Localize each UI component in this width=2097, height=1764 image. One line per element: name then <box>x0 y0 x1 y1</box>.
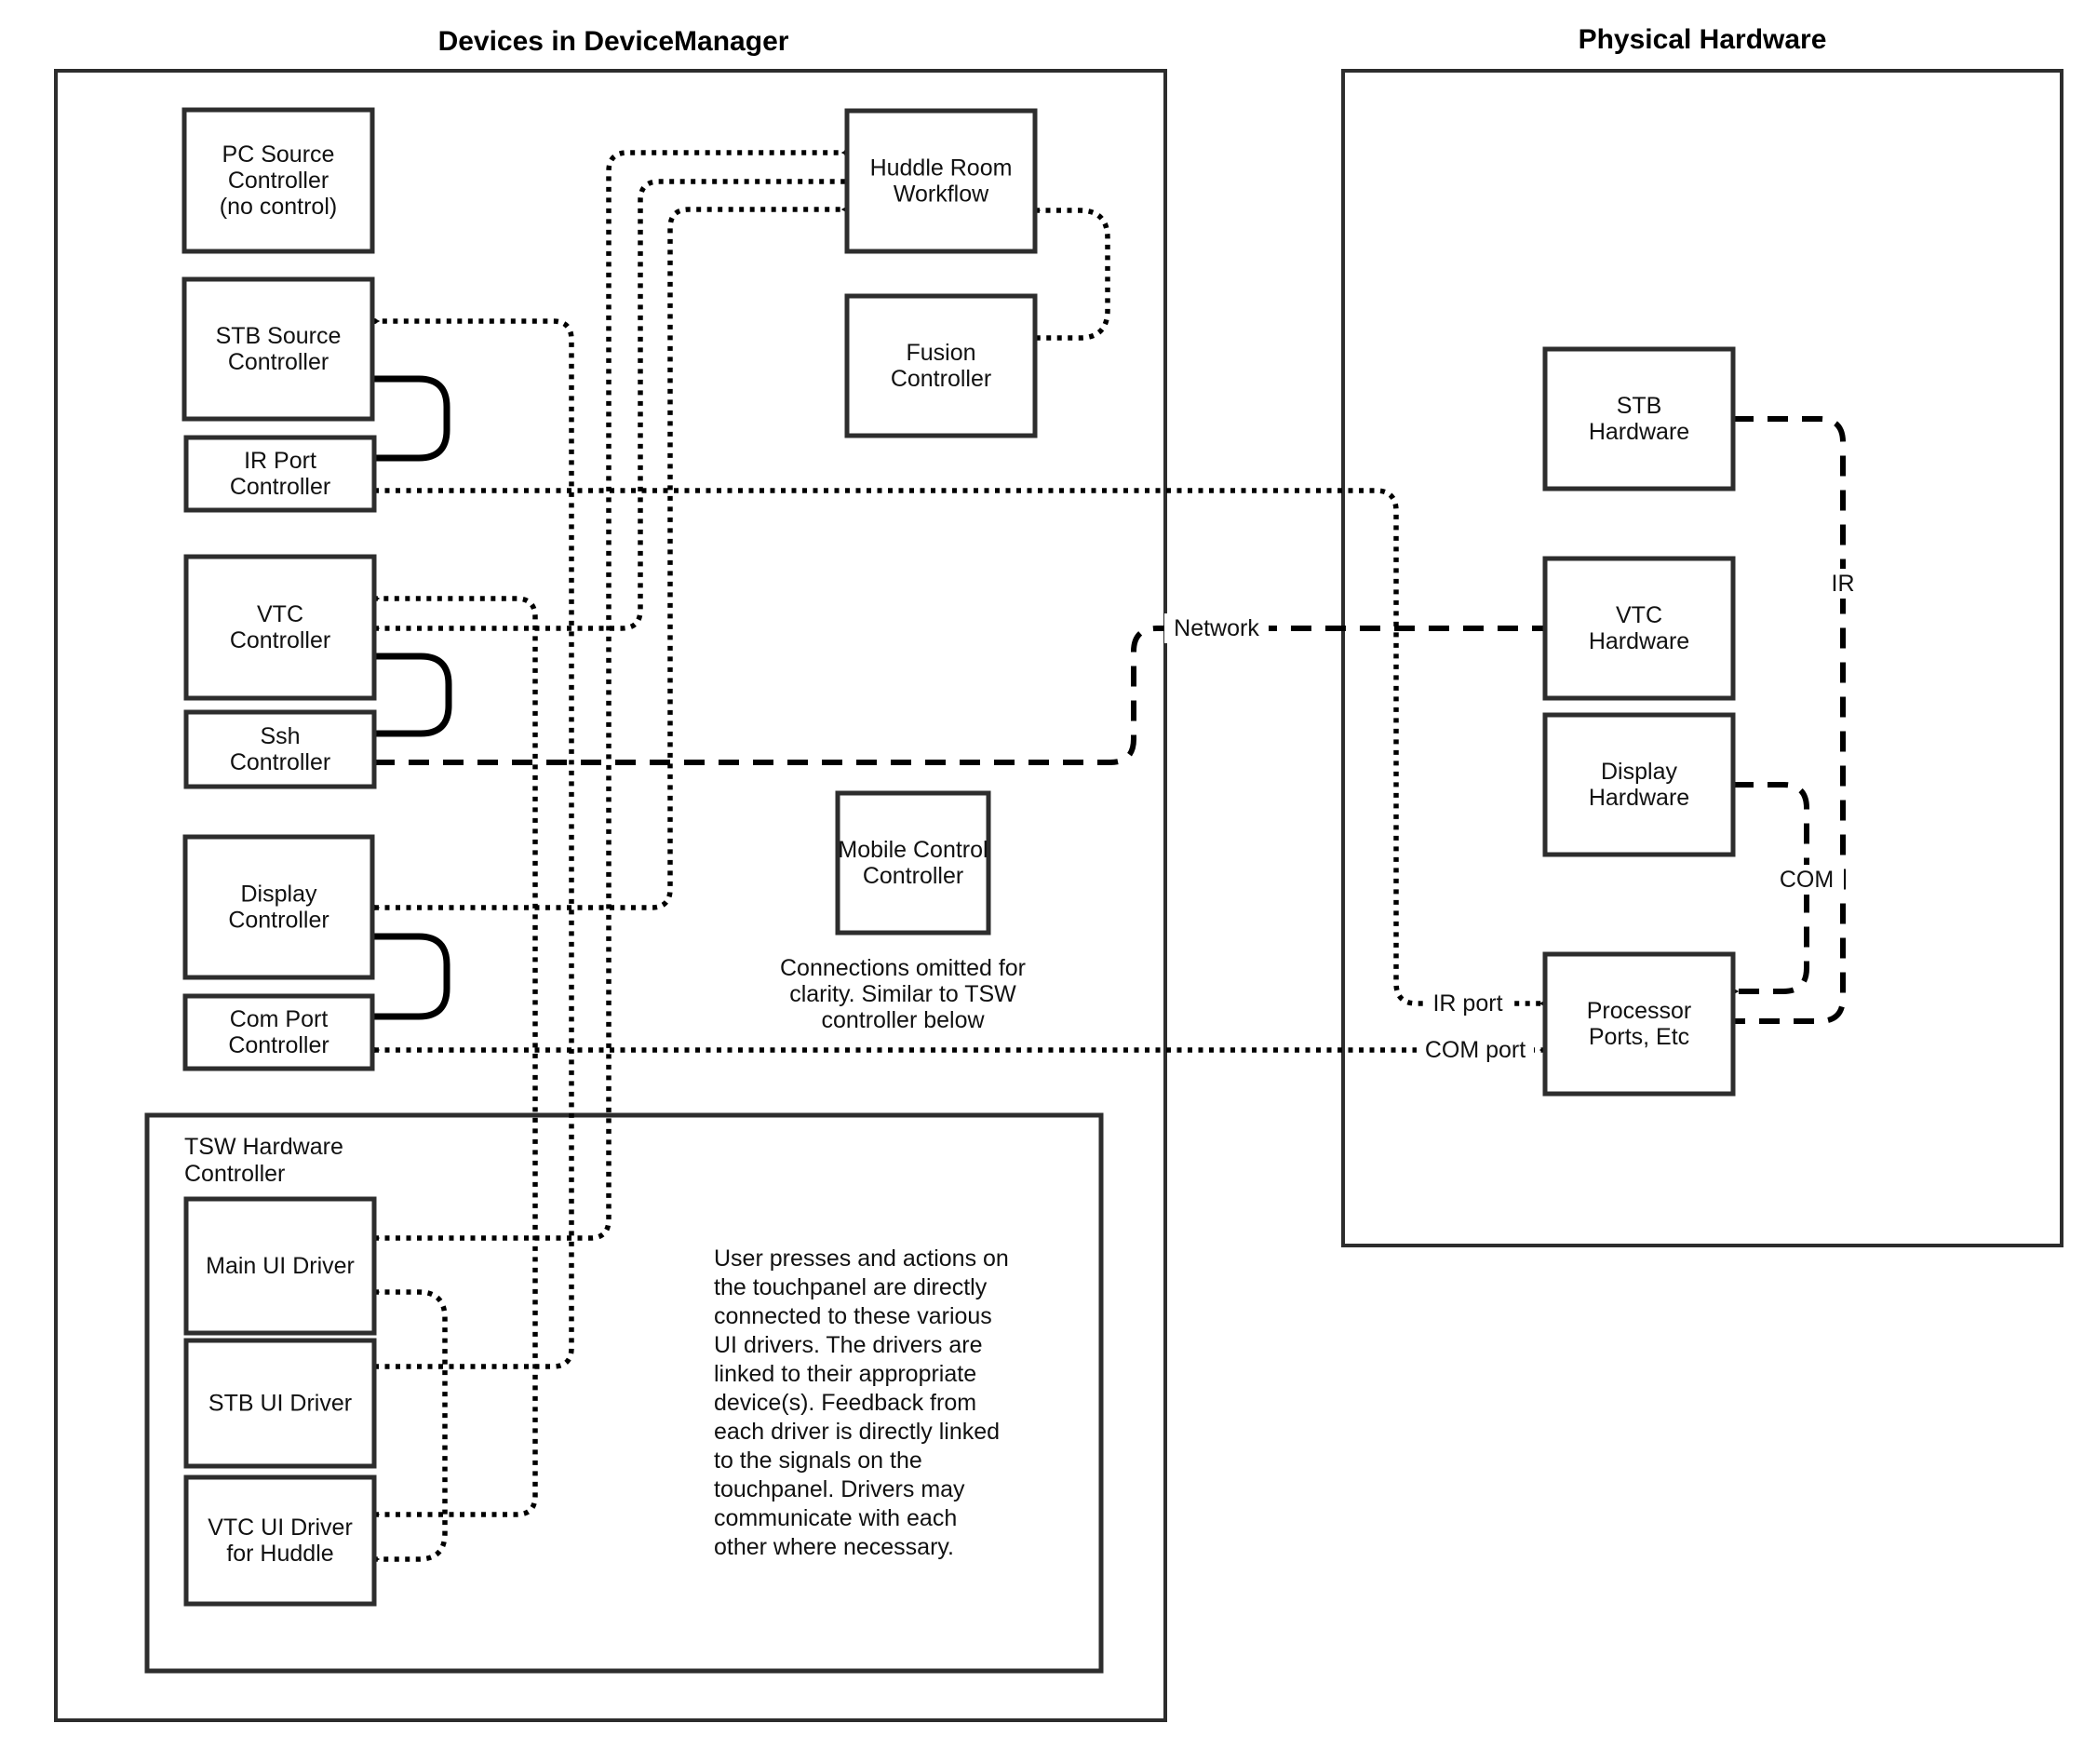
pc-source-controller-label: PC Source <box>222 141 335 168</box>
tsw-note: the touchpanel are directly <box>714 1274 988 1300</box>
tsw-note: touchpanel. Drivers may <box>714 1476 965 1502</box>
pc-source-controller-label: (no control) <box>219 194 338 220</box>
vtc-ui-driver <box>186 1477 374 1604</box>
tsw-note: UI drivers. The drivers are <box>714 1332 983 1358</box>
ir-port-controller-label: Controller <box>229 474 331 500</box>
edge-stbsource-irport <box>374 379 447 458</box>
processor-ports-label: Processor <box>1586 998 1692 1024</box>
fusion-controller <box>847 296 1035 436</box>
ssh-controller <box>186 712 374 787</box>
stb-ui-driver <box>186 1340 374 1466</box>
tsw-note: each driver is directly linked <box>714 1419 1001 1445</box>
tsw-hardware-controller-container-label: Controller <box>184 1161 286 1187</box>
mobile-note: Connections omitted for <box>779 955 1027 981</box>
huddle-room-workflow-label: Huddle Room <box>869 155 1013 182</box>
display-controller-label: Controller <box>228 907 329 934</box>
edge-stbui-stbsource <box>374 321 571 1367</box>
display-hardware <box>1545 715 1733 855</box>
display-controller-label: Display <box>240 881 317 908</box>
com-port-controller <box>185 996 372 1069</box>
com-port-controller-label: Controller <box>228 1032 329 1058</box>
left-section-title: Devices in DeviceManager <box>437 26 789 57</box>
stb-ui-driver-label: STB UI Driver <box>208 1390 353 1417</box>
stb-source-controller <box>184 279 372 419</box>
vtc-hardware-label: VTC <box>1616 602 1662 628</box>
huddle-room-workflow-label: Workflow <box>893 181 989 208</box>
com-port-label: COM port <box>1424 1037 1526 1063</box>
processor-ports-label: Ports, Etc <box>1588 1024 1690 1050</box>
edge-displaycontroller-huddle <box>374 209 847 908</box>
stb-source-controller-label: STB Source <box>215 323 342 349</box>
vtc-hardware <box>1545 559 1733 698</box>
mobile-control-controller-label: Mobile Control <box>838 837 988 863</box>
tsw-note: to the signals on the <box>714 1448 922 1474</box>
ssh-controller-label: Ssh <box>260 723 301 749</box>
tsw-note: other where necessary. <box>714 1534 954 1560</box>
ir-port-controller <box>186 438 374 510</box>
edge-ssh-vtchardware-network <box>374 628 1545 762</box>
com-label: COM <box>1779 867 1835 893</box>
right-section-title: Physical Hardware <box>1578 24 1827 55</box>
stb-hardware-label: Hardware <box>1588 419 1690 445</box>
main-ui-driver-label: Main UI Driver <box>206 1253 355 1279</box>
display-hardware-label: Display <box>1601 759 1677 785</box>
edge-vtc-ssh <box>374 656 449 734</box>
ir-label: IR <box>1831 571 1855 597</box>
stb-hardware-label: STB <box>1616 393 1662 419</box>
display-hardware-label: Hardware <box>1588 785 1690 811</box>
fusion-controller-label: Controller <box>890 366 992 392</box>
tsw-note: User presses and actions on <box>714 1246 1009 1272</box>
mobile-note: clarity. Similar to TSW <box>789 981 1016 1007</box>
mobile-note: controller below <box>821 1007 985 1033</box>
processor-ports <box>1545 954 1733 1094</box>
tsw-note: device(s). Feedback from <box>714 1390 977 1416</box>
edge-stbhw-processor-ir <box>1733 419 1843 1021</box>
main-ui-driver <box>186 1199 374 1333</box>
vtc-controller <box>186 557 374 698</box>
tsw-note: connected to these various <box>714 1303 992 1329</box>
display-controller <box>185 837 372 977</box>
tsw-hardware-controller-container-label: TSW Hardware <box>184 1134 343 1160</box>
vtc-controller-label: VTC <box>257 601 303 627</box>
pc-source-controller <box>184 110 372 251</box>
pc-source-controller-label: Controller <box>227 168 329 194</box>
vtc-ui-driver-label: for Huddle <box>226 1541 334 1567</box>
edge-display-comport <box>372 936 447 1017</box>
fusion-controller-label: Fusion <box>906 340 976 366</box>
edge-huddle-fusion <box>1035 210 1108 338</box>
ir-port-label: IR port <box>1432 990 1503 1017</box>
edge-mainui-vtcui <box>374 1292 445 1559</box>
com-port-controller-label: Com Port <box>229 1006 329 1032</box>
ir-port-controller-label: IR Port <box>244 448 316 474</box>
stb-source-controller-label: Controller <box>227 349 329 375</box>
tsw-note: linked to their appropriate <box>714 1361 977 1387</box>
mobile-control-controller-label: Controller <box>862 863 964 889</box>
huddle-room-workflow <box>847 111 1035 251</box>
tsw-note: communicate with each <box>714 1505 958 1531</box>
ssh-controller-label: Controller <box>229 749 331 775</box>
stb-hardware <box>1545 349 1733 489</box>
edge-mainui-huddle <box>374 153 847 1238</box>
vtc-controller-label: Controller <box>229 627 331 653</box>
vtc-ui-driver-label: VTC UI Driver <box>208 1515 353 1541</box>
mobile-control-controller <box>838 793 988 933</box>
vtc-hardware-label: Hardware <box>1588 628 1690 654</box>
network-label: Network <box>1174 615 1259 641</box>
